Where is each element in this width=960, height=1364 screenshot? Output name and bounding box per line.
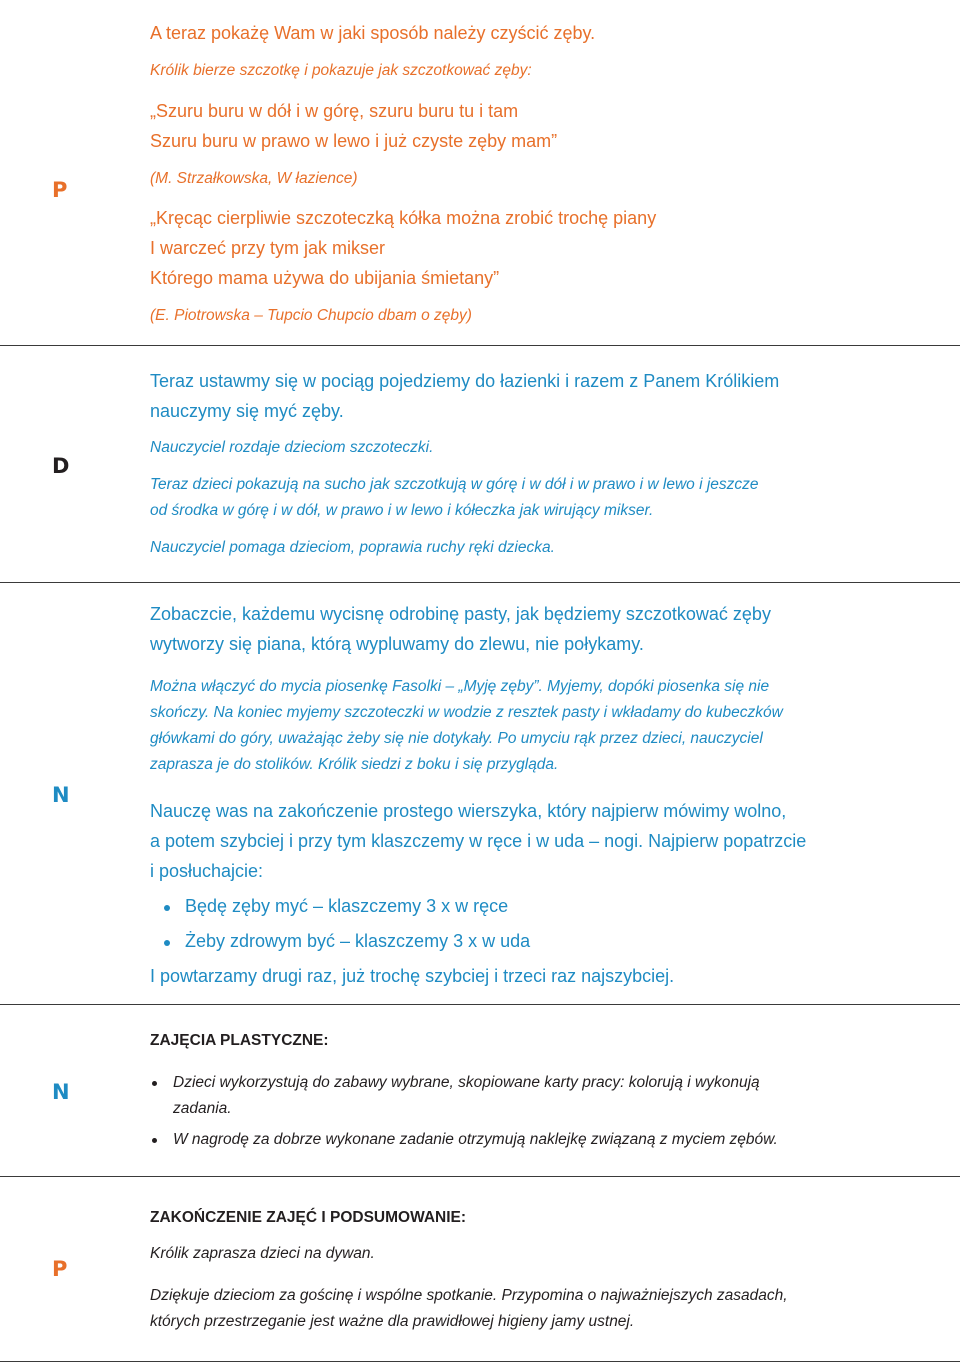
line: (E. Piotrowska – Tupcio Chupcio dbam o zęby) bbox=[150, 307, 472, 324]
line: „Kręcąc cierpliwie szczoteczką kółka można zrobić trochę piany bbox=[150, 208, 657, 228]
section-d bbox=[0, 346, 960, 583]
bullet-icon bbox=[152, 1081, 157, 1086]
line: „Szuru buru w dół i w górę, szuru buru tu i tam bbox=[150, 101, 519, 121]
section-p-intro bbox=[0, 0, 960, 346]
line: Zobaczcie, każdemu wycisnę odrobinę pasty, jak będziemy szczotkować zęby bbox=[150, 604, 771, 624]
list-item: Dzieci wykorzystują do zabawy wybrane, skopiowane karty pracy: kolorują i wykonują bbox=[173, 1074, 760, 1091]
section-letter: P bbox=[52, 1257, 68, 1281]
line: skończy. Na koniec myjemy szczoteczki w wodzie z resztek pasty i wkładamy do kubeczków bbox=[150, 704, 783, 721]
line: Nauczę was na zakończenie prostego wierszyka, który najpierw mówimy wolno, bbox=[150, 801, 787, 821]
line: zaprasza je do stolików. Królik siedzi z boku i się przygląda. bbox=[150, 756, 559, 773]
line: I warczeć przy tym jak mikser bbox=[150, 238, 386, 258]
line: I powtarzamy drugi raz, już trochę szybciej i trzeci raz najszybciej. bbox=[150, 966, 675, 986]
line: główkami do góry, uważając żeby się nie dotykały. Po umyciu rąk przez dzieci, nauczyciel bbox=[150, 730, 763, 747]
bullet-icon bbox=[152, 1138, 157, 1143]
section-n-art bbox=[0, 1005, 960, 1177]
line: wytworzy się piana, którą wypluwamy do zlewu, nie połykamy. bbox=[150, 634, 644, 654]
line: (M. Strzałkowska, W łazience) bbox=[150, 170, 358, 187]
line: a potem szybciej i przy tym klaszczemy w ręce i w uda – nogi. Najpierw popatrzcie bbox=[150, 831, 807, 851]
section-p-summary bbox=[0, 1177, 960, 1364]
line: których przestrzeganie jest ważne dla prawidłowej higieny jamy ustnej. bbox=[150, 1313, 635, 1330]
section-letter: N bbox=[52, 783, 70, 807]
section-heading: ZAJĘCIA PLASTYCZNE: bbox=[150, 1032, 329, 1049]
line: Można włączyć do mycia piosenkę Fasolki – „Myję zęby”. Myjemy, dopóki piosenka się nie bbox=[150, 678, 770, 695]
list-item: Żeby zdrowym być – klaszczemy 3 x w uda bbox=[185, 931, 531, 951]
line: Szuru buru w prawo w lewo i już czyste zęby mam” bbox=[150, 131, 558, 151]
line: nauczymy się myć zęby. bbox=[150, 401, 344, 421]
line: Którego mama używa do ubijania śmietany” bbox=[150, 268, 500, 288]
section-n-brushing bbox=[0, 583, 960, 1005]
line: Teraz ustawmy się w pociąg pojedziemy do łazienki i razem z Panem Królikiem bbox=[150, 371, 780, 391]
line: Nauczyciel rozdaje dzieciom szczoteczki. bbox=[150, 439, 434, 456]
line: Dziękuje dzieciom za gościnę i wspólne spotkanie. Przypomina o najważniejszych zasadach, bbox=[150, 1287, 788, 1304]
list-item: Będę zęby myć – klaszczemy 3 x w ręce bbox=[185, 896, 509, 916]
line: Królik bierze szczotkę i pokazuje jak szczotkować zęby: bbox=[150, 62, 532, 79]
list-item-continued: zadania. bbox=[173, 1100, 232, 1117]
section-letter: D bbox=[52, 454, 70, 478]
list-item: W nagrodę za dobrze wykonane zadanie otrzymują naklejkę związaną z myciem zębów. bbox=[173, 1131, 778, 1148]
line: i posłuchajcie: bbox=[150, 861, 264, 881]
line: Nauczyciel pomaga dzieciom, poprawia ruchy ręki dziecka. bbox=[150, 539, 555, 556]
bullet-icon bbox=[164, 905, 170, 911]
bullet-icon bbox=[164, 940, 170, 946]
line: od środka w górę i w dół, w prawo i w lewo i kółeczka jak wirujący mikser. bbox=[150, 502, 654, 519]
section-letter: P bbox=[52, 178, 68, 202]
line: A teraz pokażę Wam w jaki sposób należy czyścić zęby. bbox=[150, 23, 596, 43]
section-letter: N bbox=[52, 1080, 70, 1104]
section-heading: ZAKOŃCZENIE ZAJĘĆ I PODSUMOWANIE: bbox=[150, 1209, 467, 1226]
divider bbox=[0, 1361, 960, 1362]
section-content bbox=[150, 0, 910, 346]
line: Teraz dzieci pokazują na sucho jak szczotkują w górę i w dół i w prawo i w lewo i jeszcze bbox=[150, 476, 759, 493]
line: Królik zaprasza dzieci na dywan. bbox=[150, 1245, 375, 1262]
